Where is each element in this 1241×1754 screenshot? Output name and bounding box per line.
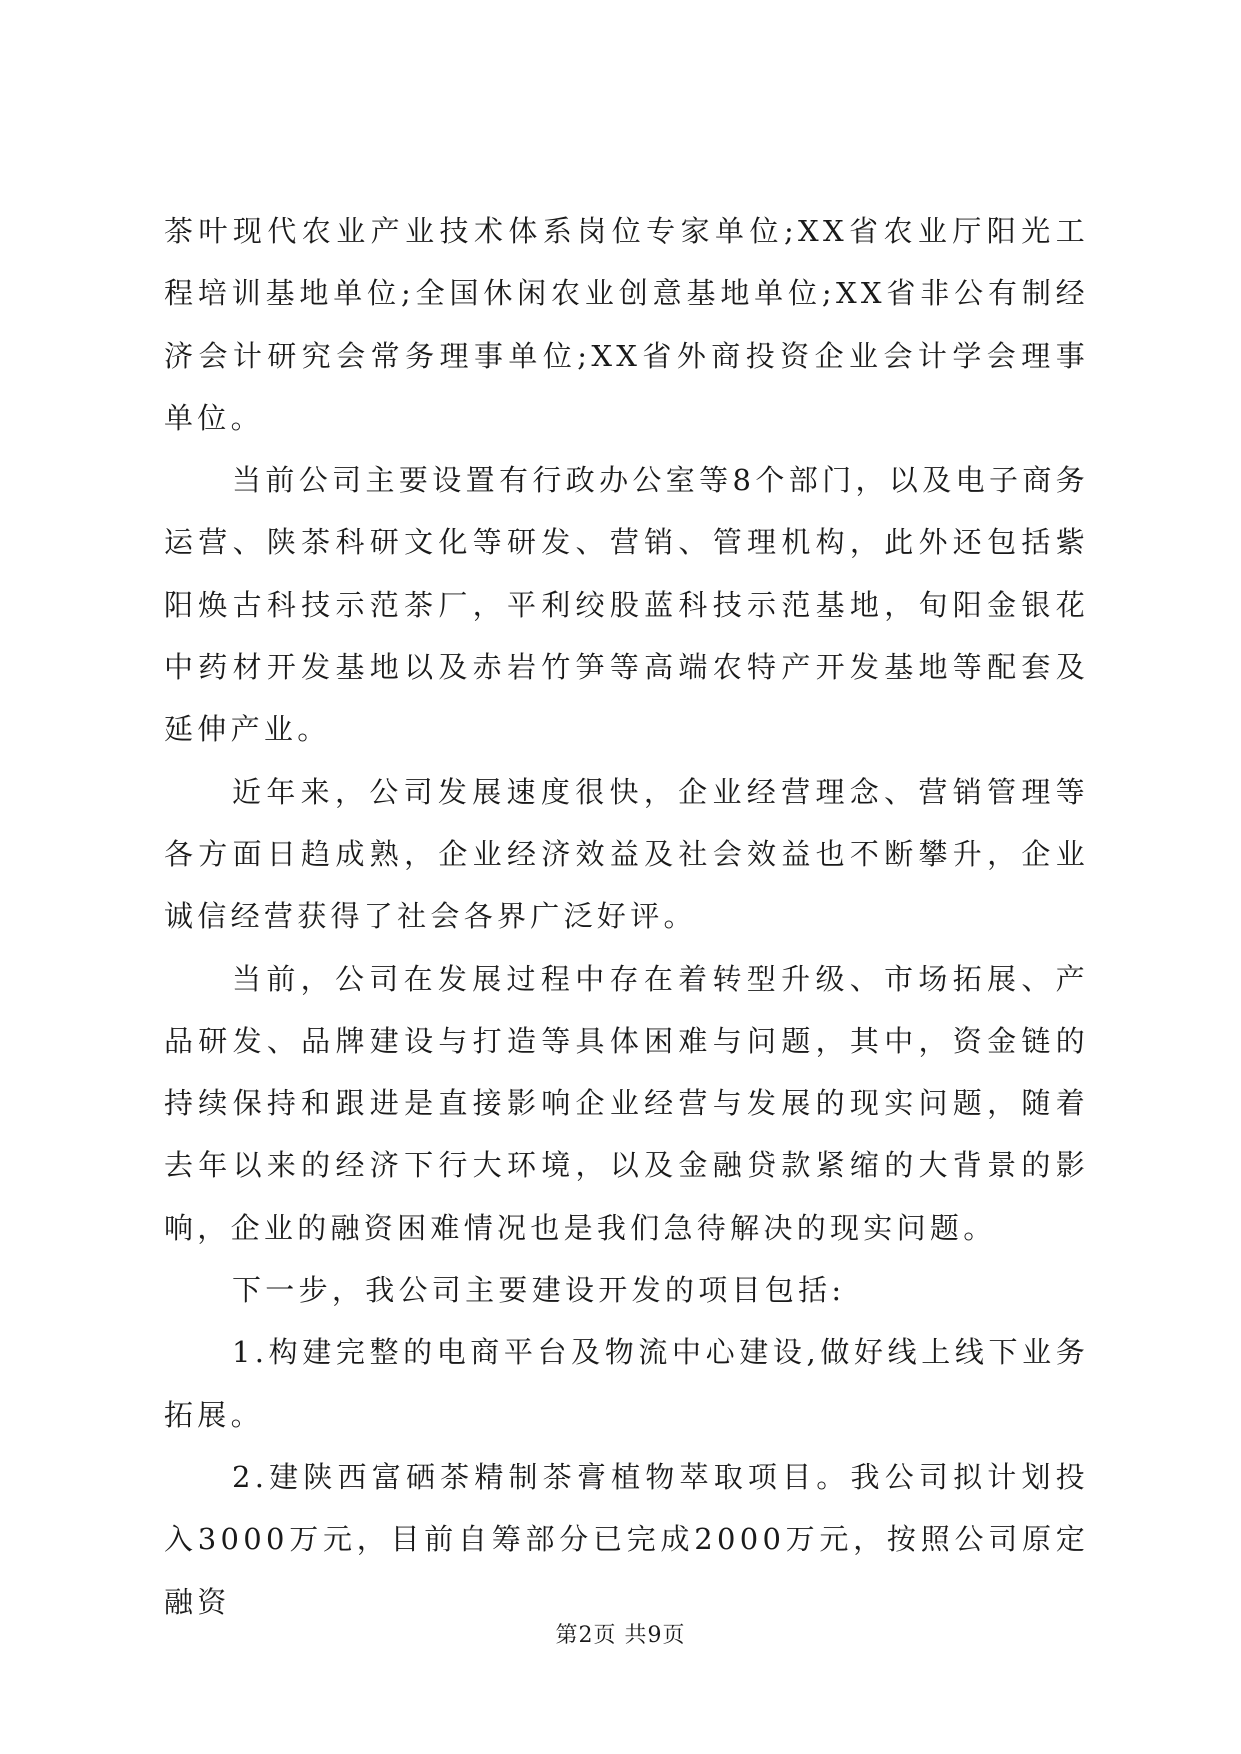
paragraph-2: 当前公司主要设置有行政办公室等8个部门，以及电子商务运营、陕茶科研文化等研发、营销、管理机构，此外还包括紫阳焕古科技示范茶厂，平利绞股蓝科技示范基地，旬阳金银花中药材开发基地以及赤岩竹笋等高端农特产开发基地等配套及延伸产业。	[164, 463, 1089, 747]
paragraph-1: 茶叶现代农业产业技术体系岗位专家单位;XX省农业厅阳光工程培训基地单位;全国休闲农业创意基地单位;XX省非公有制经济会计研究会常务理事单位;XX省外商投资企业会计学会理事单位。	[164, 214, 1089, 435]
page-number-footer: 第2页 共9页	[555, 1623, 686, 1648]
paragraph-5: 下一步，我公司主要建设开发的项目包括:	[232, 1273, 846, 1308]
paragraph-3: 近年来，公司发展速度很快，企业经营理念、营销管理等各方面日趋成熟，企业经济效益及社会效益也不断攀升，企业诚信经营获得了社会各界广泛好评。	[164, 774, 1089, 934]
paragraph-4: 当前，公司在发展过程中存在着转型升级、市场拓展、产品研发、品牌建设与打造等具体困难与问题，其中，资金链的持续保持和跟进是直接影响企业经营与发展的现实问题，随着去年以来的经济下行大环境，以及金融贷款紧缩的大背景的影响，企业的融资困难情况也是我们急待解决的现实问题。	[164, 961, 1089, 1245]
paragraph-6: 1.构建完整的电商平台及物流中心建设,做好线上线下业务拓展。	[164, 1335, 1089, 1432]
paragraph-7: 2.建陕西富硒茶精制茶膏植物萃取项目。我公司拟计划投入3000万元，目前自筹部分已完成2000万元，按照公司原定融资	[164, 1459, 1089, 1619]
document-body	[164, 200, 1089, 1633]
